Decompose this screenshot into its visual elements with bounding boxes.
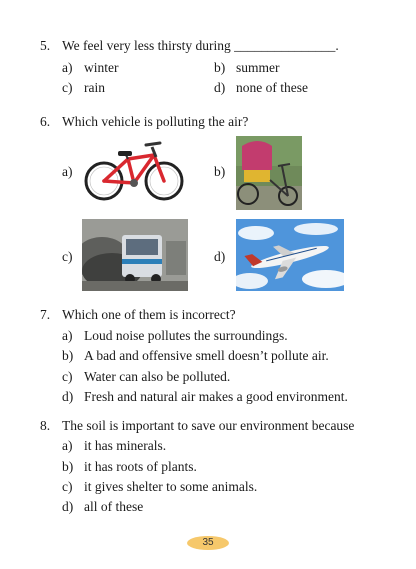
option-text: A bad and offensive smell doesn’t pollute air. <box>84 348 329 363</box>
smoking-bus-image <box>82 219 188 291</box>
option-text: Water can also be polluted. <box>84 369 231 384</box>
option-text: all of these <box>84 499 144 514</box>
option-8d <box>62 499 143 515</box>
option-7a <box>62 328 288 344</box>
option-6b-letter: b) <box>214 164 226 179</box>
question-text: We feel very less thirsty during _______________. <box>62 38 339 53</box>
option-5a <box>62 60 119 76</box>
question-number: 5. <box>40 38 51 53</box>
option-letter: c) <box>62 479 73 494</box>
option-text: it has roots of plants. <box>84 459 197 474</box>
option-5c <box>62 80 105 96</box>
option-letter: b) <box>62 459 74 474</box>
option-6d-letter: d) <box>214 249 226 264</box>
option-7d <box>62 389 348 405</box>
option-text: Fresh and natural air makes a good environment. <box>84 389 348 404</box>
airplane-image <box>236 219 344 291</box>
bicycle-image <box>82 133 186 207</box>
option-letter: b) <box>214 60 226 75</box>
question-number: 6. <box>40 114 51 129</box>
option-8a <box>62 438 166 454</box>
option-5d <box>214 80 308 96</box>
question-number: 8. <box>40 418 51 433</box>
option-letter: c) <box>62 369 73 384</box>
option-letter: d) <box>214 80 226 95</box>
question-text: The soil is important to save our environment because <box>62 418 355 433</box>
question-number: 7. <box>40 307 51 322</box>
option-5b <box>214 60 280 76</box>
rickshaw-image <box>236 136 302 210</box>
option-text: none of these <box>236 80 308 95</box>
question-text: Which one of them is incorrect? <box>62 307 236 322</box>
option-letter: d) <box>62 389 74 404</box>
option-text: rain <box>84 80 105 95</box>
option-letter: d) <box>62 499 74 514</box>
option-letter: a) <box>62 328 73 343</box>
option-8c <box>62 479 257 495</box>
option-text: summer <box>236 60 280 75</box>
option-6c-letter: c) <box>62 249 73 264</box>
option-7b <box>62 348 329 364</box>
option-letter: a) <box>62 60 73 75</box>
option-text: winter <box>84 60 119 75</box>
option-text: Loud noise pollutes the surroundings. <box>84 328 288 343</box>
option-text: it gives shelter to some animals. <box>84 479 258 494</box>
option-7c <box>62 369 230 385</box>
option-letter: c) <box>62 80 73 95</box>
option-letter: a) <box>62 438 73 453</box>
option-letter: b) <box>62 348 74 363</box>
option-text: it has minerals. <box>84 438 167 453</box>
question-text: Which vehicle is polluting the air? <box>62 114 249 129</box>
option-8b <box>62 459 197 475</box>
option-6a-letter: a) <box>62 164 73 179</box>
page-number: 35 <box>187 536 229 550</box>
